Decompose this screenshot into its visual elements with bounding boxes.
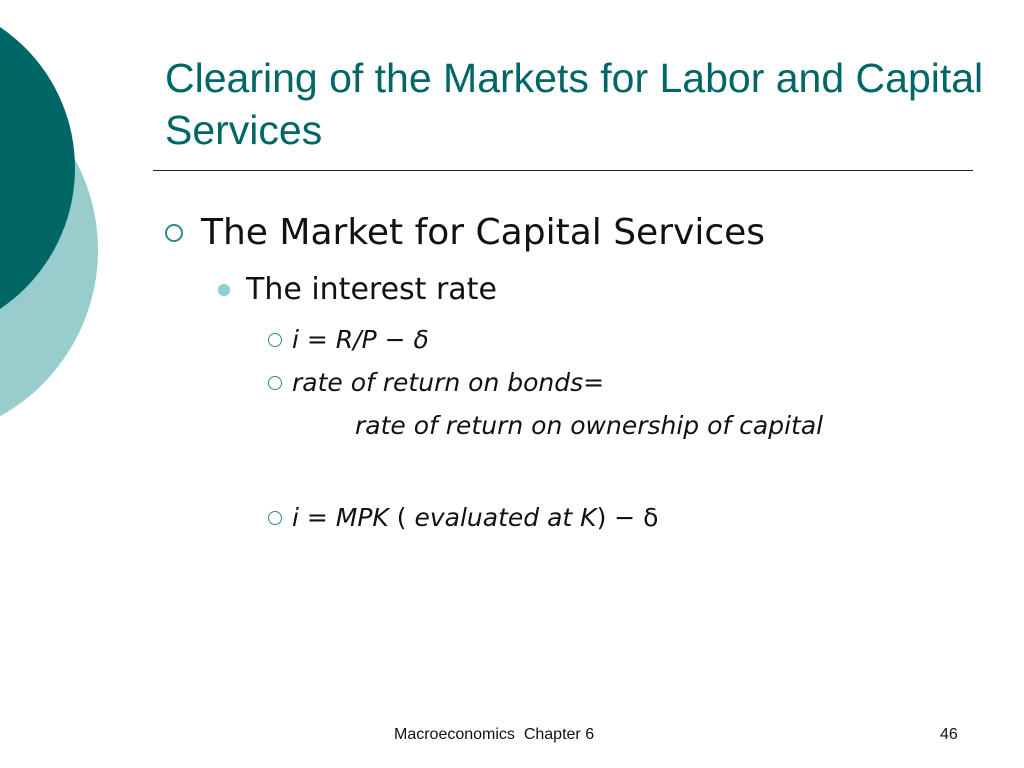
rate-of-return-capital: rate of return on ownership of capital	[355, 411, 824, 440]
page-number: 46	[940, 726, 958, 743]
equation-mpk-paren-open: (	[388, 503, 415, 532]
equation-mpk-tail: ) − δ	[596, 503, 659, 532]
equation-mpk-evaluated: evaluated at K	[414, 503, 597, 532]
slide-title: Clearing of the Markets for Labor and Capital Services	[165, 55, 984, 153]
dark-teal-circle	[0, 0, 75, 338]
rate-of-return-bonds: rate of return on bonds=	[292, 368, 605, 397]
equation-mpk-lhs: i = MPK	[292, 503, 389, 532]
footer-label: Macroeconomics Chapter 6	[394, 726, 595, 743]
equation-interest-rate: i = R/P − δ	[292, 325, 429, 354]
hollow-circle-bullet-icon	[268, 333, 282, 347]
bullet-level-2-text: The interest rate	[246, 272, 497, 307]
bullet-level-3-equation-1	[268, 325, 429, 354]
filled-dot-bullet-icon	[218, 284, 230, 296]
hollow-circle-bullet-icon	[165, 224, 183, 242]
title-divider	[153, 170, 973, 171]
light-teal-circle	[0, 60, 98, 440]
bullet-level-3-equation-2	[268, 368, 604, 397]
hollow-circle-bullet-icon	[268, 376, 282, 390]
equation-mpk	[292, 503, 658, 532]
bullet-level-1	[165, 212, 765, 253]
bullet-level-3-equation-3	[268, 503, 658, 532]
bullet-level-2	[218, 272, 497, 307]
hollow-circle-bullet-icon	[268, 511, 282, 525]
bullet-level-1-text: The Market for Capital Services	[201, 212, 766, 253]
